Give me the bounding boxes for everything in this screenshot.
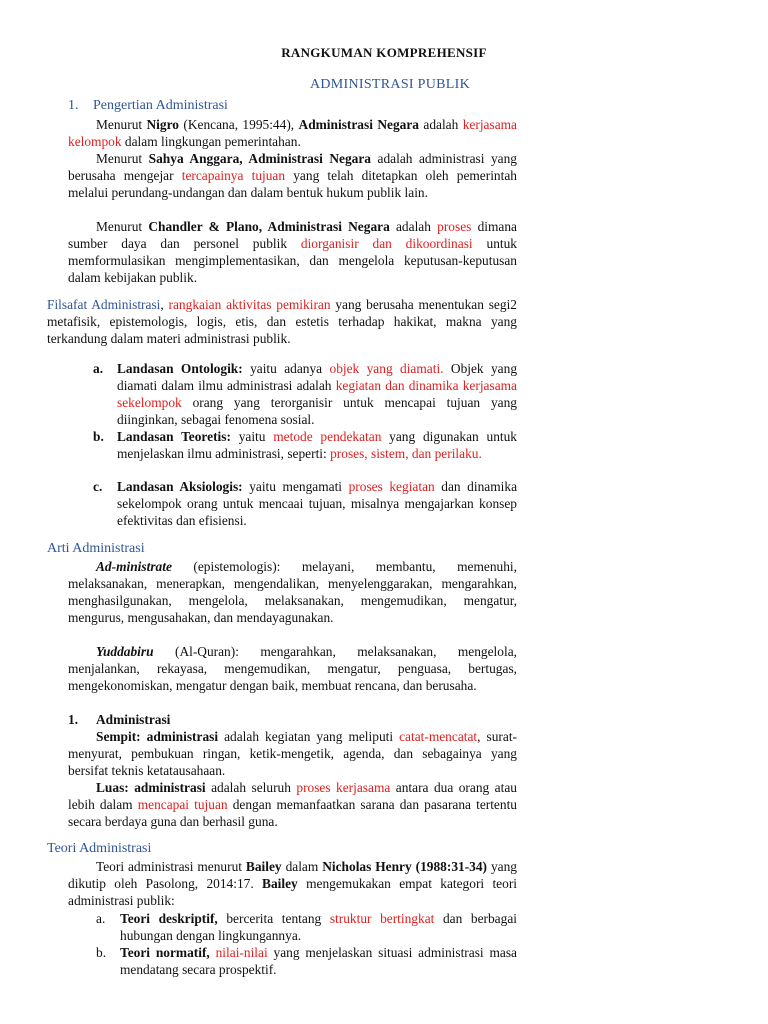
paragraph-yuddabiru: Yuddabiru (Al-Quran): mengarahkan, melaksanakan, mengelola, menjalankan, rekayasa, mengemudikan, mengatur, penguasa, bertugas, mengekonomiskan, mengatur dengan baik, membuat rencana, dan berusaha. [68, 644, 517, 693]
section-number-1: 1. [68, 98, 79, 113]
term-yuddabiru: Yuddabiru [96, 644, 154, 659]
document-subtitle: ADMINISTRASI PUBLIK [309, 77, 471, 92]
list-number-1: 1. [68, 712, 79, 727]
section-heading-teori-administrasi: Teori Administrasi [47, 841, 152, 856]
landasan-ontologik: Landasan Ontologik: yaitu adanya objek yang diamati. Objek yang diamati dalam ilmu administrasi adalah kegiatan dan dinamika kerjasama sekelompok orang yang terorganisir untuk mencapai tujuan yang diinginkan, sebagai fenomena sosial. [117, 361, 518, 427]
teori-deskriptif: Teori deskriptif, bercerita tentang struktur bertingkat dan berbagai hubungan dengan lingkungannya. [120, 911, 517, 943]
term-ad-ministrate: Ad-ministrate [96, 559, 172, 574]
list-label-teori-a: a. [96, 911, 106, 926]
document-title: RANGKUMAN KOMPREHENSIF [281, 45, 487, 60]
highlight-mencapai-tujuan: mencapai tujuan [137, 797, 228, 812]
section-heading-pengertian: Pengertian Administrasi [93, 98, 228, 113]
teori-normatif: Teori normatif, nilai-nilai yang menjelaskan situasi administrasi masa mendatang secara prospektif. [120, 945, 517, 977]
paragraph-ad-ministrate: Ad-ministrate (epistemologis): melayani, membantu, memenuhi, melaksanakan, menerapkan, mengendalikan, menyelenggarakan, mengarahkan, menghasilgunakan, mengelola, melaksanakan, mengemudikan, mengatur, mengurus, mengusahakan, dan mendayagunakan. [68, 559, 517, 625]
paragraph-chandler-plano: Menurut Chandler & Plano, Administrasi Negara adalah proses dimana sumber daya dan personel publik diorganisir dan dikoordinasi untuk memformulasikan mengimplementasikan, dan mengelola keputusan-keputusan dalam kebijakan publik. [68, 219, 517, 285]
paragraph-teori-bailey: Teori administrasi menurut Bailey dalam Nicholas Henry (1988:31-34) yang dikutip oleh Pasolong, 2014:17. Bailey mengemukakan empat kategori teori administrasi publik: [68, 859, 517, 908]
term-filsafat-administrasi: Filsafat Administrasi [47, 297, 161, 312]
landasan-aksiologis: Landasan Aksiologis: yaitu mengamati proses kegiatan dan dinamika sekelompok orang untuk mencaai tujuan, misalnya mengajarkan konsep efektivitas dan efisiensi. [117, 479, 518, 528]
paragraph-sempit: Sempit: administrasi adalah kegiatan yang meliputi catat-mencatat, surat-menyurat, pembukuan ringan, ketik-mengetik, agenda, dan sebagainya yang bersifat teknis ketatausahaan. [68, 729, 518, 778]
highlight-proses-kerjasama: proses kerjasama [296, 780, 391, 795]
highlight-diorganisir: diorganisir dan dikoordinasi [300, 236, 473, 251]
paragraph-filsafat-administrasi: Filsafat Administrasi, rangkaian aktivitas pemikiran yang berusaha menentukan segi2 metafisik, epistemologis, logis, etis, dan estetis terhadap hakikat, makna yang terkandung dalam materi administrasi publik. [47, 297, 517, 346]
highlight-catat-mencatat: catat-mencatat [399, 729, 478, 744]
highlight-kerjasama-kelompok: kerjasama kelompok [68, 117, 517, 149]
list-label-teori-b: b. [96, 945, 107, 960]
landasan-teoretis: Landasan Teoretis: yaitu metode pendekatan yang digunakan untuk menjelaskan ilmu administrasi, seperti: proses, sistem, dan perilaku. [117, 429, 518, 461]
section-heading-arti-administrasi: Arti Administrasi [47, 541, 145, 556]
list-heading-administrasi: Administrasi [96, 712, 171, 727]
paragraph-luas: Luas: administrasi adalah seluruh proses kerjasama antara dua orang atau lebih dalam mencapai tujuan dengan memanfaatkan sarana dan pasarana tertentu secara berdaya guna dan berhasil guna. [68, 780, 517, 829]
list-label-c: c. [93, 479, 103, 494]
list-label-b: b. [93, 429, 104, 444]
paragraph-nigro: Menurut Nigro (Kencana, 1995:44), Administrasi Negara adalah kerjasama kelompok dalam lingkungan pemerintahan. [68, 117, 517, 149]
highlight-tercapainya-tujuan: tercapainya tujuan [181, 168, 286, 183]
highlight-rangkaian-aktivitas: rangkaian aktivitas pemikiran [168, 297, 331, 312]
paragraph-sahya-anggara: Menurut Sahya Anggara, Administrasi Negara adalah administrasi yang berusaha mengejar tercapainya tujuan yang telah ditetapkan oleh pemerintah melalui perundang-undangan dan dalam bentuk hukum publik lain. [68, 151, 517, 200]
highlight-proses: proses [437, 219, 472, 234]
list-label-a: a. [93, 361, 104, 376]
